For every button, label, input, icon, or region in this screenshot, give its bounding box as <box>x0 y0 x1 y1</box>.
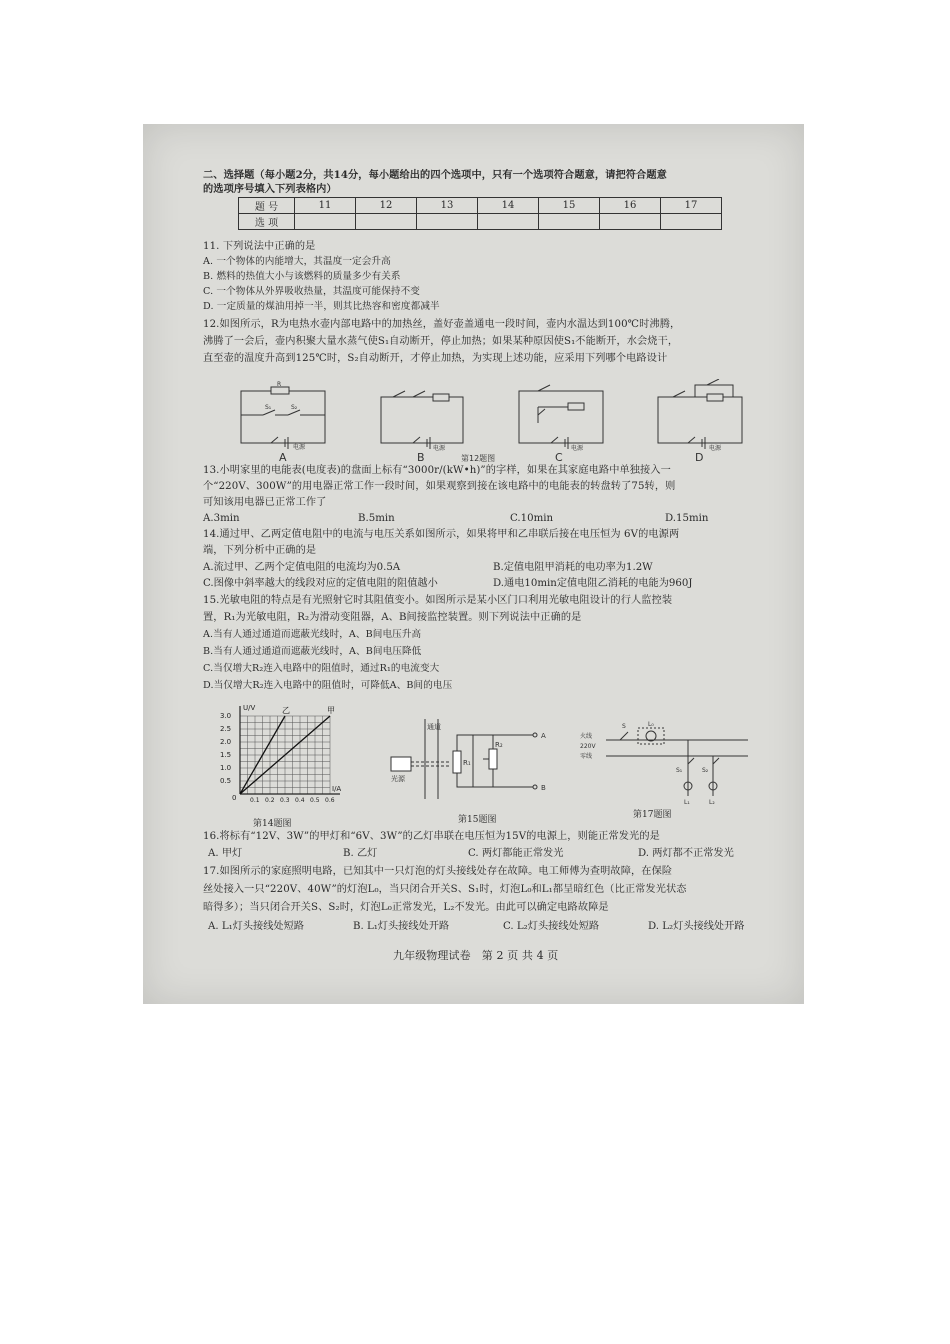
qnum-cell: 17 <box>661 198 722 214</box>
page-footer: 九年级物理试卷 第 2 页 共 4 页 <box>393 949 559 962</box>
q13-option: B.5min <box>358 513 395 524</box>
q12-s1-label: S₁ <box>265 404 272 411</box>
origin-label: 0 <box>232 794 237 802</box>
q11-option: B. 燃料的热值大小与该燃料的质量多少有关系 <box>203 271 401 282</box>
x-tick-label: 0.6 <box>325 797 335 804</box>
q13-line: 13.小明家里的电能表(电度表)的盘面上标有“3000r/(kW•h)”的字样，如果在其家庭电路中单独接入一 <box>203 465 671 476</box>
q13-option: A.3min <box>203 513 240 524</box>
q15-option: B.当有人通过通道而遮蔽光线时，A、B间电压降低 <box>203 646 422 657</box>
q12-label-c: C <box>555 451 563 464</box>
q17-line: 暗得多）；当只闭合开关S、S₂时，灯泡L₀正常发光，L₂不发光。由此可以确定电路故障是 <box>203 902 609 913</box>
fig17-s-label: S <box>622 723 626 730</box>
y-tick-label: 3.0 <box>220 712 232 720</box>
q16-option: A. 甲灯 <box>208 848 243 859</box>
q15-line: 置，R₁为光敏电阻，R₂为滑动变阻器，A、B间接监控装置。则下列说法中正确的是 <box>203 612 582 623</box>
qnum-cell: 15 <box>539 198 600 214</box>
fig15-r1-label: R₁ <box>463 759 471 767</box>
q15-option: D.当仅增大R₂连入电路中的阻值时，可降低A、B间的电压 <box>203 680 453 691</box>
q12-label-d: D <box>695 451 704 464</box>
series-label: 甲 <box>327 706 335 715</box>
x-tick-label: 0.1 <box>250 797 260 804</box>
q14-iu-chart <box>218 704 348 809</box>
qnum-cell: 14 <box>478 198 539 214</box>
q12-caption: 第12题图 <box>461 454 496 463</box>
q12-source-label: 电源 <box>433 445 446 452</box>
y-axis-label: U/V <box>243 704 256 712</box>
x-tick-label: 0.4 <box>295 797 305 804</box>
y-tick-label: 1.0 <box>220 764 232 772</box>
fig17-l1-label: L₁ <box>684 799 690 806</box>
q12-source-label: 电源 <box>709 445 722 452</box>
answer-cell[interactable] <box>417 214 478 230</box>
q17-circuit-diagram <box>578 714 758 809</box>
q17-line: 17.如图所示的家庭照明电路，已知其中一只灯泡的灯头接线处存在故障。电工师傅为查明故障，在保险 <box>203 866 673 877</box>
y-tick-label: 2.0 <box>220 738 232 746</box>
q12-line: 12.如图所示，R为电热水壶内部电路中的加热丝，盖好壶盖通电一段时间，壶内水温达到100℃时沸腾， <box>203 319 681 330</box>
q13-option: D.15min <box>665 513 709 524</box>
fig17-caption: 第17题图 <box>633 810 672 820</box>
answer-table-number-row <box>239 198 722 214</box>
fig15-b-label: B <box>541 784 546 792</box>
fig15-passage-label: 通道 <box>427 723 441 731</box>
q14-option: B.定值电阻甲消耗的电功率为1.2W <box>493 562 653 573</box>
qnum-cell: 16 <box>600 198 661 214</box>
fig17-l2-label: L₂ <box>709 799 715 806</box>
q12-line: 直至壶的温度升高到125℃时，S₂自动断开，才停止加热，为实现上述功能，应采用下列哪个电路设计 <box>203 353 668 364</box>
q16-option: D. 两灯都不正常发光 <box>638 848 734 859</box>
qnum-cell: 12 <box>356 198 417 214</box>
fig15-r2-label: R₂ <box>495 741 503 749</box>
q15-line: 15.光敏电阻的特点是有光照射它时其阻值变小。如图所示是某小区门口利用光敏电阻设计的行人监控装 <box>203 595 673 606</box>
qnum-cell: 13 <box>417 198 478 214</box>
q16-stem: 16.将标有“12V、3W”的甲灯和“6V、3W”的乙灯串联在电压恒为15V的电源上，则能正常发光的是 <box>203 831 660 842</box>
fig15-a-label: A <box>541 732 546 740</box>
answer-cell[interactable] <box>356 214 417 230</box>
q14-option: A.流过甲、乙两个定值电阻的电流均为0.5A <box>203 562 401 573</box>
section-title: 二、选择题（每小题2分，共14分，每小题给出的四个选项中，只有一个选项符合题意，请把符合题意 <box>203 169 667 181</box>
section-title-cont: 的选项序号填入下列表格内） <box>203 183 337 195</box>
q17-option: D. L₂灯头接线处开路 <box>648 921 745 932</box>
q15-circuit-diagram <box>383 719 583 804</box>
row-label: 选 项 <box>239 214 295 230</box>
q12-source-label: 电源 <box>293 444 306 451</box>
y-tick-label: 0.5 <box>220 777 232 785</box>
q11-option: A. 一个物体的内能增大，其温度一定会升高 <box>203 256 391 267</box>
answer-cell[interactable] <box>295 214 356 230</box>
q13-option: C.10min <box>510 513 554 524</box>
q11-option: D. 一定质量的煤油用掉一半，则其比热容和密度都减半 <box>203 301 440 312</box>
answer-cell[interactable] <box>539 214 600 230</box>
x-tick-label: 0.2 <box>265 797 275 804</box>
answer-table <box>238 197 722 230</box>
answer-cell[interactable] <box>661 214 722 230</box>
q14-option: C.图像中斜率越大的线段对应的定值电阻的阻值越小 <box>203 578 438 589</box>
fig17-neutral-label: 零线 <box>580 753 593 760</box>
q14-option: D.通电10min定值电阻乙消耗的电能为960J <box>493 578 693 589</box>
x-tick-label: 0.5 <box>310 797 320 804</box>
q12-line: 沸腾了一会后，壶内积聚大量水蒸气使S₁自动断开，停止加热；如果某种原因使S₁不能断开，水会烧干， <box>203 336 679 347</box>
q12-r-label: R <box>277 381 282 388</box>
row-label: 题 号 <box>239 198 295 214</box>
q13-line: 个“220V、300W”的用电器正常工作一段时间，如果观察到接在该电路中的电能表的转盘转了75转，则 <box>203 481 676 492</box>
qnum-cell: 11 <box>295 198 356 214</box>
fig15-light-label: 光源 <box>391 775 405 783</box>
q17-option: C. L₂灯头接线处短路 <box>503 921 600 932</box>
q15-option: C.当仅增大R₂连入电路中的阻值时，通过R₁的电流变大 <box>203 663 440 674</box>
fig17-volt-label: 220V <box>580 743 596 750</box>
q16-option: C. 两灯都能正常发光 <box>468 848 564 859</box>
answer-cell[interactable] <box>600 214 661 230</box>
fig17-l0-label: L₀ <box>648 721 654 728</box>
exam-page <box>143 124 804 1004</box>
fig14-caption: 第14题图 <box>253 819 292 829</box>
x-axis-label: I/A <box>332 785 342 793</box>
answer-table-option-row <box>239 214 722 230</box>
q14-line: 端，下列分析中正确的是 <box>203 545 317 556</box>
q12-label-b: B <box>417 451 425 464</box>
fig15-caption: 第15题图 <box>458 815 497 825</box>
q13-line: 可知该用电器已正常工作了 <box>203 497 327 508</box>
fig17-s1-label: S₁ <box>676 767 683 774</box>
q11-option: C. 一个物体从外界吸收热量，其温度可能保持不变 <box>203 286 420 297</box>
x-tick-label: 0.3 <box>280 797 290 804</box>
q12-circuit-diagrams <box>233 379 753 464</box>
y-tick-label: 1.5 <box>220 751 232 759</box>
q14-line: 14.通过甲、乙两定值电阻中的电流与电压关系如图所示，如果将甲和乙串联后接在电压恒为 6V的电源两 <box>203 529 680 540</box>
fig17-s2-label: S₂ <box>702 767 709 774</box>
y-tick-label: 2.5 <box>220 725 232 733</box>
q12-label-a: A <box>279 451 287 464</box>
q17-line: 丝处接入一只“220V、40W”的灯泡L₀，当只闭合开关S、S₁时，灯泡L₀和L₁都呈暗红色（比正常发光状态 <box>203 884 687 895</box>
q11-stem: 11. 下列说法中正确的是 <box>203 241 316 252</box>
q12-source-label: 电源 <box>571 445 584 452</box>
series-label: 乙 <box>282 706 290 715</box>
q12-s2-label: S₂ <box>291 404 298 411</box>
fig17-live-label: 火线 <box>580 733 593 740</box>
answer-cell[interactable] <box>478 214 539 230</box>
q17-option: B. L₁灯头接线处开路 <box>353 921 450 932</box>
q16-option: B. 乙灯 <box>343 848 378 859</box>
q15-option: A.当有人通过通道而遮蔽光线时，A、B间电压升高 <box>203 629 422 640</box>
q17-option: A. L₁灯头接线处短路 <box>208 921 304 932</box>
